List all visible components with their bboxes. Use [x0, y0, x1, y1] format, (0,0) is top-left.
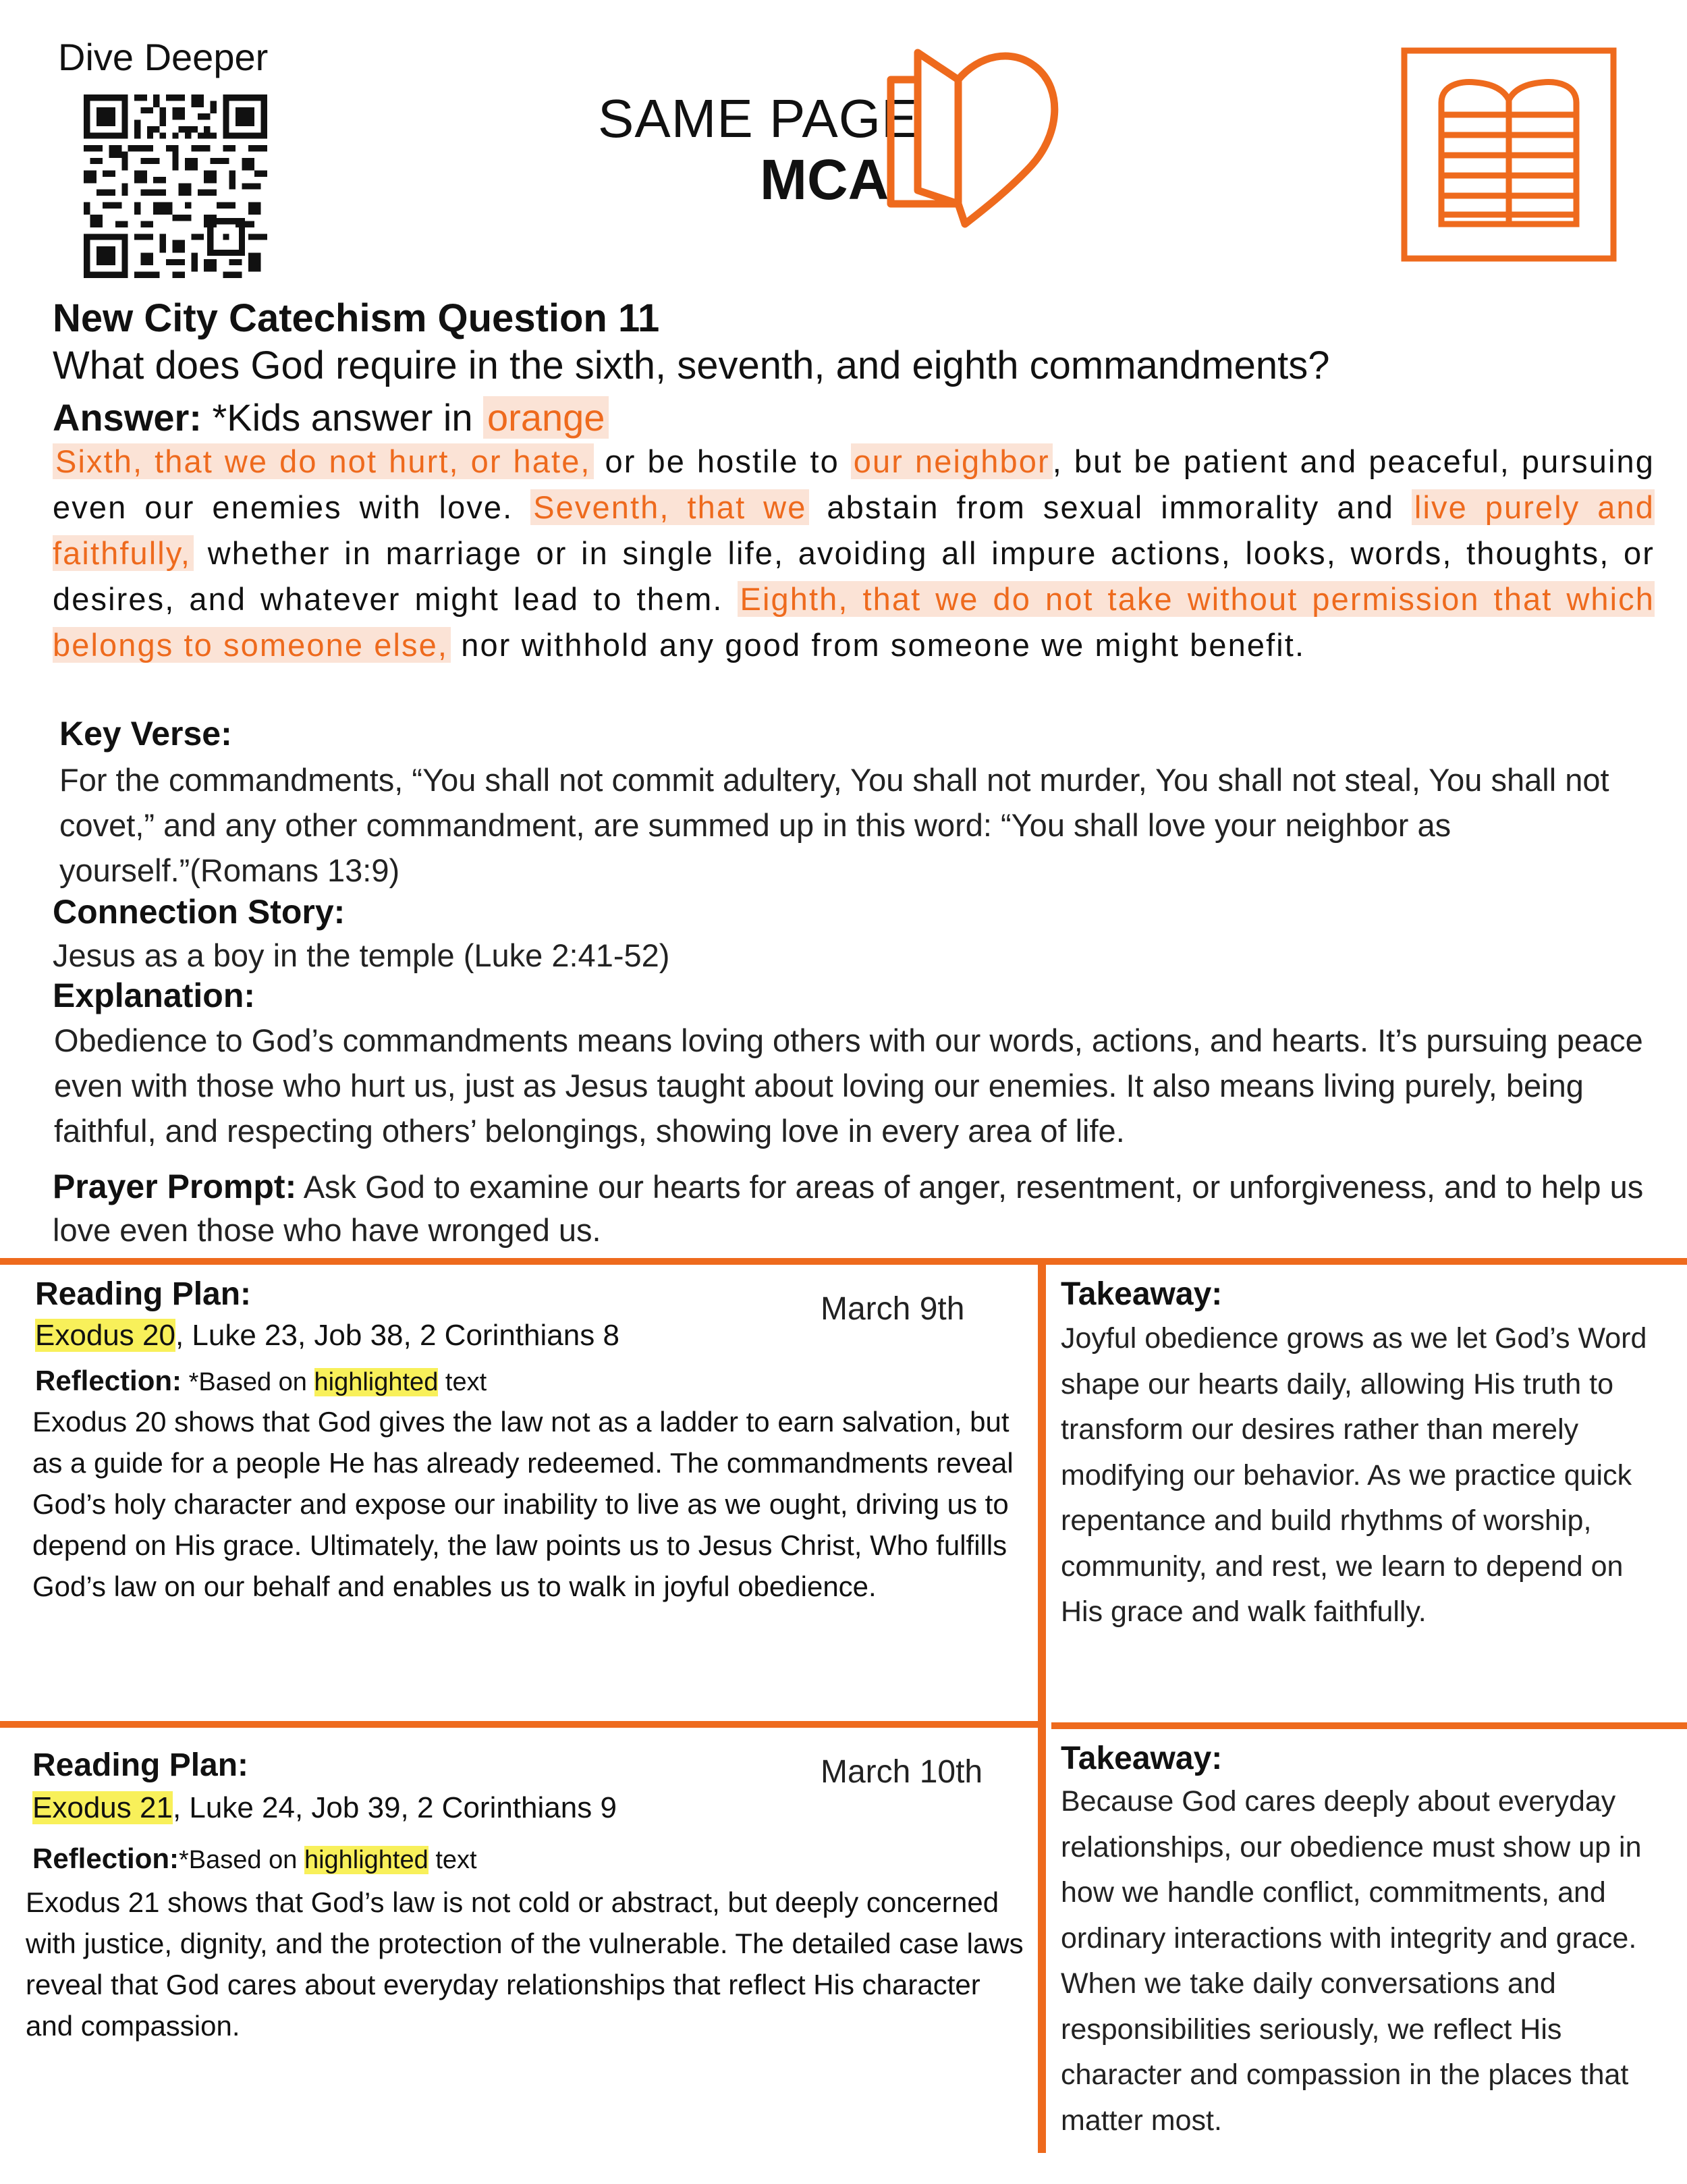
reflection-note-end: text [438, 1368, 487, 1396]
dive-deeper-label: Dive Deeper [58, 36, 269, 78]
answer-part: abstain from sexual immorality and [809, 489, 1412, 525]
answer-label-line [53, 395, 609, 439]
kids-note: *Kids answer in [212, 396, 473, 439]
answer-kids-part: our neighbor [851, 443, 1053, 479]
answer-label: Answer: [53, 396, 202, 439]
kids-note-highlight: orange [483, 396, 609, 439]
divider-middle-right [1051, 1722, 1687, 1729]
catechism-question: What does God require in the sixth, seventh, and eighth commandments? [53, 344, 1330, 387]
reading-plan-date: March 10th [821, 1754, 983, 1790]
logo-line-1: SAME PAGE [598, 88, 918, 148]
divider-middle-left [0, 1721, 1038, 1728]
explanation-text: Obedience to God’s commandments means loving others with our words, actions, and hearts. It’s pursuing peace even with those who hurt us, just as Jesus taught about loving our enemies. It also means living purely, being faithful, and respecting others’ belongings, showing love in every area of life. [54, 1022, 1643, 1149]
reflection-note: *Based on [179, 1846, 304, 1874]
takeaway-text: Joyful obedience grows as we let God’s Word shape our hearts daily, allowing His truth to transform our desires rather than merely modifying our behavior. As we practice quick repentance and build rhythms of worship, community, and rest, we learn to depend on His grace and walk faithfully. [1061, 1322, 1647, 1628]
answer-part: nor withhold any good from someone we might benefit. [451, 627, 1306, 663]
answer-body [53, 439, 1655, 668]
other-references: , Luke 23, Job 38, 2 Corinthians 8 [175, 1319, 619, 1352]
explanation-heading: Explanation: [53, 977, 256, 1014]
reflection-note-highlight: highlighted [314, 1368, 439, 1396]
prayer-prompt-text: Ask God to examine our hearts for areas of anger, resentment, or unforgiveness, and to help us love even those who have wronged us. [53, 1169, 1644, 1248]
logo-line-2: MCA [760, 148, 889, 211]
answer-part: whether in marriage or in single life, avoiding all impure actions, looks, words, thoughts, or desires, and whatever might lead to them. [53, 535, 1655, 617]
answer-kids-part: Eighth, that we do not take without permission that which belongs to someone else, [53, 581, 1655, 663]
highlighted-reference: Exodus 20 [35, 1319, 175, 1352]
qr-code-icon[interactable] [84, 94, 267, 278]
reading-plan-refs [32, 1791, 617, 1825]
reflection-label: Reflection: [35, 1365, 182, 1396]
reading-plan-heading: Reading Plan: [35, 1276, 252, 1312]
open-book-heart-icon [877, 47, 1080, 243]
divider-top [0, 1258, 1687, 1265]
reflection-note-end: text [428, 1846, 477, 1874]
reading-plan-heading: Reading Plan: [32, 1747, 249, 1783]
answer-part: , but be patient and peaceful, pursuing even our enemies with love. [53, 443, 1655, 525]
reflection-text: Exodus 21 shows that God’s law is not cold or abstract, but deeply concerned with justice, dignity, and the protection of the vulnerable. The detailed case laws reveal that God cares about everyday relationships that reflect His character and compassion. [26, 1886, 1024, 2042]
answer-kids-part: live purely and faithfully, [53, 489, 1655, 571]
commandment-tablets-icon [1401, 47, 1617, 262]
connection-story-heading: Connection Story: [53, 893, 345, 931]
prayer-prompt-heading: Prayer Prompt: [53, 1168, 297, 1205]
other-references: , Luke 24, Job 39, 2 Corinthians 9 [172, 1791, 617, 1824]
reflection-text: Exodus 20 shows that God gives the law not as a ladder to earn salvation, but as a guide for a people He has already redeemed. The commandments reveal God’s holy character and expose our inability to live as we ought, driving us to depend on His grace. Ultimately, the law points us to Jesus Christ, Who fulfills God’s law on our behalf and enables us to walk in joyful obedience. [32, 1406, 1014, 1602]
takeaway-heading: Takeaway: [1061, 1741, 1223, 1776]
reflection-label-line [32, 1842, 477, 1875]
takeaway-heading: Takeaway: [1061, 1276, 1223, 1312]
prayer-prompt [53, 1165, 1659, 1252]
connection-story-text: Jesus as a boy in the temple (Luke 2:41-52) [53, 937, 670, 973]
same-page-mca-logo [594, 47, 1080, 243]
takeaway-text: Because God cares deeply about everyday relationships, our obedience must show up in how we handle conflict, commitments, and ordinary interactions with integrity and grace. When we take daily conversations and responsibilities seriously, we reflect His character and compassion in the places that matter most. [1061, 1785, 1642, 2137]
reflection-note-highlight: highlighted [304, 1846, 428, 1874]
reading-plan-refs [35, 1319, 619, 1353]
reflection-label: Reflection: [32, 1842, 179, 1874]
answer-kids-part: Seventh, that we [530, 489, 809, 525]
divider-vertical [1038, 1258, 1046, 2153]
key-verse-heading: Key Verse: [59, 715, 232, 753]
highlighted-reference: Exodus 21 [32, 1791, 173, 1824]
reading-plan-date: March 9th [821, 1291, 965, 1327]
reflection-label-line [35, 1365, 487, 1397]
answer-part: or be hostile to [593, 443, 851, 479]
catechism-heading: New City Catechism Question 11 [53, 296, 660, 340]
answer-kids-part: Sixth, that we do not hurt, or hate, [53, 443, 594, 479]
reflection-note: *Based on [182, 1368, 314, 1396]
key-verse-text: For the commandments, “You shall not commit adultery, You shall not murder, You shall not steal, You shall not covet,” and any other commandment, are summed up in this word: “You shall love your neighbor as yourself.”(Romans 13:9) [59, 762, 1609, 888]
